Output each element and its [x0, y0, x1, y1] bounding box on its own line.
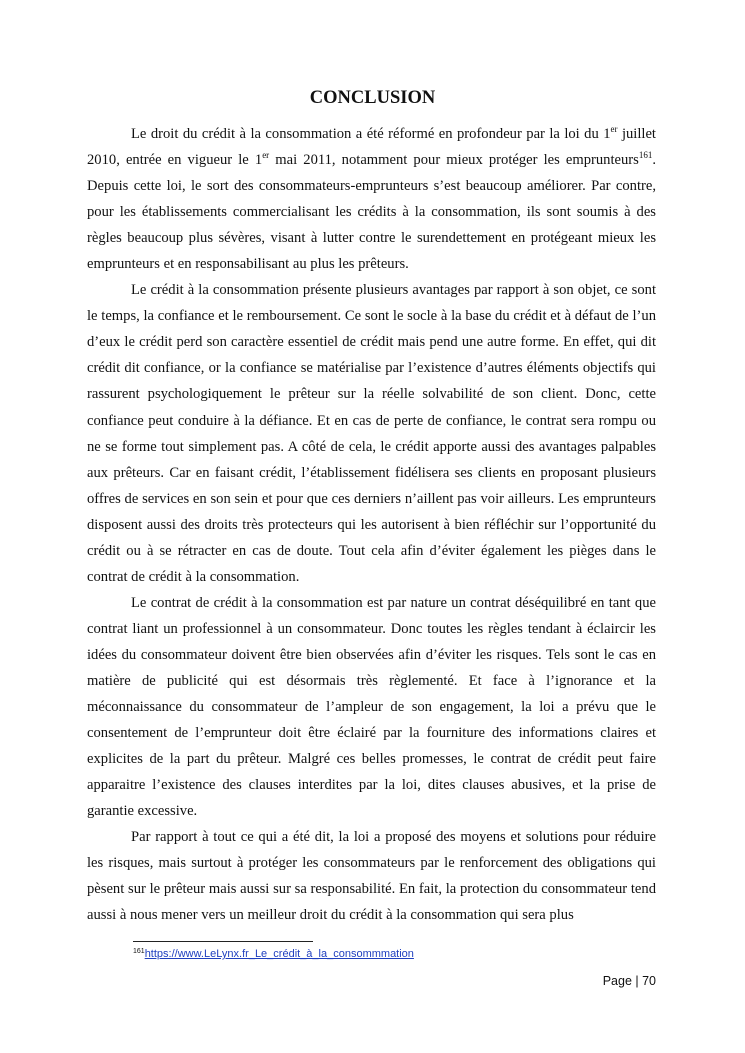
paragraph-3: Le contrat de crédit à la consommation est par nature un contrat déséquilibré en tant que contrat liant un professionnel à un consommateur. Donc toutes les règles tendant à éclaircir les idées du consommateur doivent être bien observées afin d’éviter les risques. Tels sont le cas en matière de publicité qui est désormais très règlementé. Et face à l’ignorance et la méconnaissance du consommateur de l’ampleur de son engagement, la loi a prévu que le consentement de l’emprunteur doit être éclairé par la fourniture des informations claires et explicites de la part du prêteur. Malgré ces belles promesses, le contrat de crédit peut faire apparaitre l’existence des clauses interdites par la loi, dites clauses abusives, et la prise de garantie excessive.: [87, 594, 656, 820]
paragraph-4: Par rapport à tout ce qui a été dit, la loi a proposé des moyens et solutions pour réduire les risques, mais surtout à protéger les consommateurs par le renforcement des obligations qui pèsent sur le prêteur mais aussi sur sa responsabilité. En fait, la protection du consommateur tend aussi à nous mener vers un meilleur droit du crédit à la consommation qui sera plus: [87, 829, 656, 924]
footnote-reference[interactable]: 161: [638, 150, 653, 161]
paragraph-1: [87, 121, 656, 277]
paragraph-1-part-d: . Depuis cette loi, le sort des consommateurs-emprunteurs s’est beaucoup améliorer. Par contre, pour les établissements commercialisant les crédits à la consommation, ils sont soumis à des règles beaucoup plus sévères, visant à lutter contre le surendettement en protégeant mieux les emprunteurs et en responsabilisant au plus les prêteurs.: [87, 152, 657, 273]
paragraph-1-part-a: Le droit du crédit à la consommation a été réformé en profondeur par la loi du 1: [131, 126, 611, 142]
footnote-number: 161: [133, 948, 145, 955]
superscript-er: er: [262, 150, 270, 161]
page-title: CONCLUSION: [309, 88, 436, 108]
paragraph-1-part-c: mai 2011, notamment pour mieux protéger les emprunteurs: [269, 152, 639, 169]
page-number: Page | 70: [602, 974, 656, 988]
footnote: [133, 948, 414, 960]
superscript-er: er: [610, 124, 618, 134]
footnote-link[interactable]: https://www.LeLynx.fr_Le_crédit_à_la_consommmation: [144, 948, 414, 960]
body-text: [87, 121, 656, 928]
footnote-separator: [133, 941, 313, 942]
paragraph-2: Le crédit à la consommation présente plusieurs avantages par rapport à son objet, ce sont le temps, la confiance et le remboursement. Ce sont le socle à la base du crédit et à défaut de l’un d’eux le crédit perd son caractère essentiel de crédit mais pend une autre forme. En effet, qui dit crédit dit confiance, or la confiance se matérialise par l’existence d’autres éléments objectifs qui rassurent psychologiquement le prêteur sur la réelle solvabilité de son client. Donc, cette confiance peut conduire à la défiance. Et en cas de perte de confiance, le contrat sera rompu ou ne se forme tout simplement pas. A côté de cela, le crédit apporte aussi des avantages palpables aux prêteurs. Car en faisant crédit, l’établissement fidélisera ses clients en proposant plusieurs offres de services en son sein et pour que ces derniers n’aillent pas voir ailleurs. Les emprunteurs disposent aussi des droits très protecteurs qui les autorisent à bien réfléchir sur l’opportunité du crédit ou à se rétracter en cas de doute. Tout cela afin d’éviter également les pièges dans le contrat de crédit à la consommation.: [87, 282, 656, 585]
paragraph-1-part-b: juillet 2010, entrée en vigueur le 1: [87, 126, 656, 169]
